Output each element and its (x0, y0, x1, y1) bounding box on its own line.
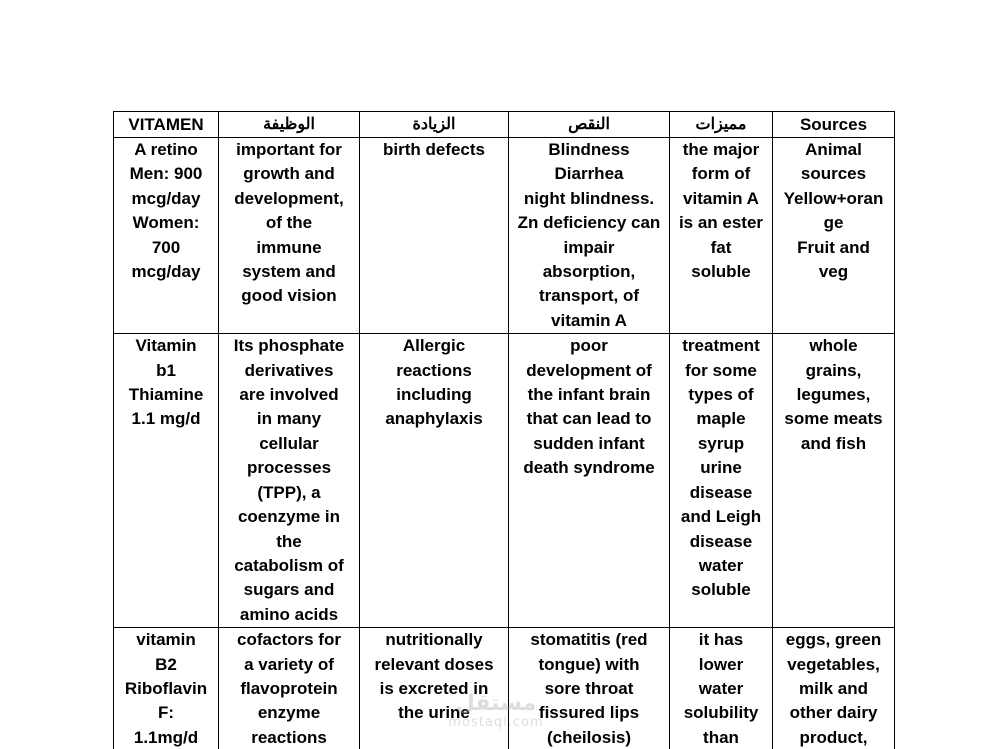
cell-function: important for growth and development, of the immune system and good vision (219, 138, 360, 334)
cell-excess: Allergic reactions including anaphylaxis (360, 334, 509, 628)
cell-features: it has lower water solubility than (670, 628, 773, 749)
table-row (114, 138, 895, 334)
vitamins-table (113, 111, 895, 749)
cell-function: Its phosphate derivatives are involved in many cellular processes (TPP), a coenzyme in the catabolism of sugars and amino acids (219, 334, 360, 628)
header-excess: الزيادة (360, 112, 509, 138)
header-function: الوظيفة (219, 112, 360, 138)
header-features: مميزات (670, 112, 773, 138)
cell-deficiency: stomatitis (red tongue) with sore throat fissured lips (cheilosis) (509, 628, 670, 749)
cell-function: cofactors for a variety of flavoprotein enzyme reactions (219, 628, 360, 749)
watermark-logo: مستقل (455, 691, 537, 716)
cell-deficiency: poor development of the infant brain that can lead to sudden infant death syndrome (509, 334, 670, 628)
cell-vitamin: vitamin B2 Riboflavin F: 1.1mg/d (114, 628, 219, 749)
table-row (114, 628, 895, 749)
cell-vitamin: Vitamin b1 Thiamine 1.1 mg/d (114, 334, 219, 628)
cell-sources: whole grains, legumes, some meats and fish (773, 334, 895, 628)
header-sources: Sources (773, 112, 895, 138)
cell-features: treatment for some types of maple syrup urine disease and Leigh disease water soluble (670, 334, 773, 628)
header-deficiency: النقص (509, 112, 670, 138)
cell-sources: Animal sources Yellow+oran ge Fruit and veg (773, 138, 895, 334)
cell-deficiency: Blindness Diarrhea night blindness. Zn deficiency can impair absorption, transport, of vitamin A (509, 138, 670, 334)
cell-excess: birth defects (360, 138, 509, 334)
header-vitamin: VITAMEN (114, 112, 219, 138)
table-header-row (114, 112, 895, 138)
table-row (114, 334, 895, 628)
watermark-url: mostaql.com (448, 715, 544, 730)
cell-excess: nutritionally relevant doses is excreted in the urine (360, 628, 509, 749)
cell-features: the major form of vitamin A is an ester fat soluble (670, 138, 773, 334)
cell-sources: eggs, green vegetables, milk and other dairy product, (773, 628, 895, 749)
cell-vitamin: A retino Men: 900 mcg/day Women: 700 mcg/day (114, 138, 219, 334)
